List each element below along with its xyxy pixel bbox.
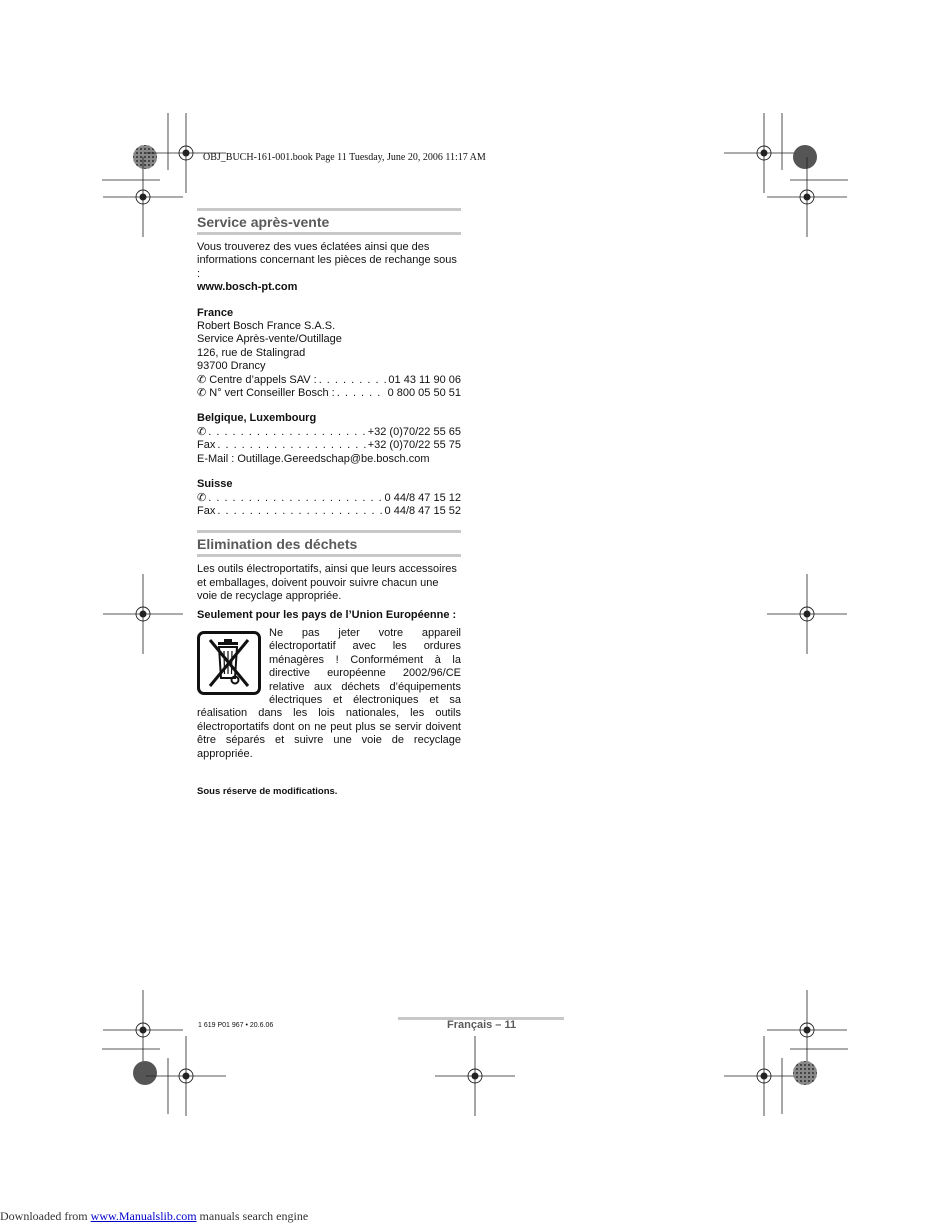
page-number: Français – 11 [447,1019,517,1031]
registration-star-icon [133,145,157,169]
registration-crosshair-icon [146,1036,226,1116]
phone-number: 01 43 11 90 06 [388,373,461,386]
registration-star-icon [793,1061,817,1085]
phone-label: ✆ Centre d’appels SAV : [197,373,317,386]
france-address-line: 93700 Drancy [197,360,266,373]
phone-icon: ✆ [197,425,207,438]
registration-star-icon [793,145,817,169]
document-code: 1 619 P01 967 • 20.6.06 [198,1022,274,1029]
belgium-phone-row [197,426,461,439]
page-content [197,208,461,798]
modifications-notice: Sous réserve de modifications. [197,786,338,797]
registration-crosshair-icon [435,1036,515,1116]
registration-crosshair-icon [103,574,183,654]
france-address-line: Service Après-vente/Outillage [197,333,342,346]
section-title-service: Service après-vente [197,208,461,235]
registration-crosshair-icon [103,157,183,237]
book-header-line: OBJ_BUCH-161-001.book Page 11 Tuesday, June 20, 2006 11:17 AM [203,152,486,163]
fax-label: Fax [197,504,216,517]
switzerland-heading: Suisse [197,478,233,491]
phone-number: 0 800 05 50 51 [387,387,461,400]
phone-number: +32 (0)70/22 55 65 [367,425,461,438]
registration-crosshair-icon [103,990,183,1070]
fax-label: Fax [197,439,216,452]
registration-star-icon [133,1061,157,1085]
fax-number: 0 44/8 47 15 52 [384,504,461,517]
registration-crosshair-icon [767,574,847,654]
section-title-disposal: Elimination des déchets [197,530,461,557]
france-address-line: Robert Bosch France S.A.S. [197,320,336,333]
eu-heading: Seulement pour les pays de l’Union Européenne : [197,608,457,621]
eu-notice-text: Ne pas jeter votre appareil électroportatif avec les ordures ménagères ! Conformément à la directive européenne 2002/96/CE relative aux déchets d’équipements électriques et électroniques et sa réalisation dans les lois nationales, les outils électroportatifs dont on ne peut plus se servir doivent être séparés et suivre une voie de recyclage appropriée. [197,626,461,760]
disposal-intro: Les outils électroportatifs, ainsi que leurs accessoires et emballages, doivent pouvoir suivre chacun une voie de recyclage appropriée. [197,563,457,603]
phone-number: 0 44/8 47 15 12 [384,491,461,504]
crossed-out-wheelie-bin-icon [197,631,261,695]
france-address-line: 126, rue de Stalingrad [197,346,306,359]
switzerland-fax-row [197,505,461,518]
download-prefix: Downloaded from [0,1209,88,1223]
france-heading: France [197,306,234,319]
france-phone-row [197,387,461,400]
registration-crosshair-icon [724,1036,804,1116]
download-suffix: manuals search engine [199,1209,309,1223]
france-phone-row [197,374,461,387]
download-notice [0,1209,308,1224]
phone-icon: ✆ [197,491,207,504]
eu-notice [197,627,461,761]
registration-crosshair-icon [767,990,847,1070]
service-url-link[interactable]: www.bosch-pt.com [197,281,298,294]
switzerland-phone-row [197,492,461,505]
manualslib-link[interactable]: www.Manualslib.com [90,1209,197,1223]
fax-number: +32 (0)70/22 55 75 [367,439,461,452]
service-intro: Vous trouverez des vues éclatées ainsi que des informations concernant les pièces de rechange sous : [197,241,457,280]
phone-label: ✆ N° vert Conseiller Bosch : [197,387,335,400]
belgium-heading: Belgique, Luxembourg [197,412,317,425]
belgium-email: E-Mail : Outillage.Gereedschap@be.bosch.com [197,452,430,465]
registration-crosshair-icon [724,113,804,193]
registration-crosshair-icon [767,157,847,237]
belgium-fax-row [197,439,461,452]
